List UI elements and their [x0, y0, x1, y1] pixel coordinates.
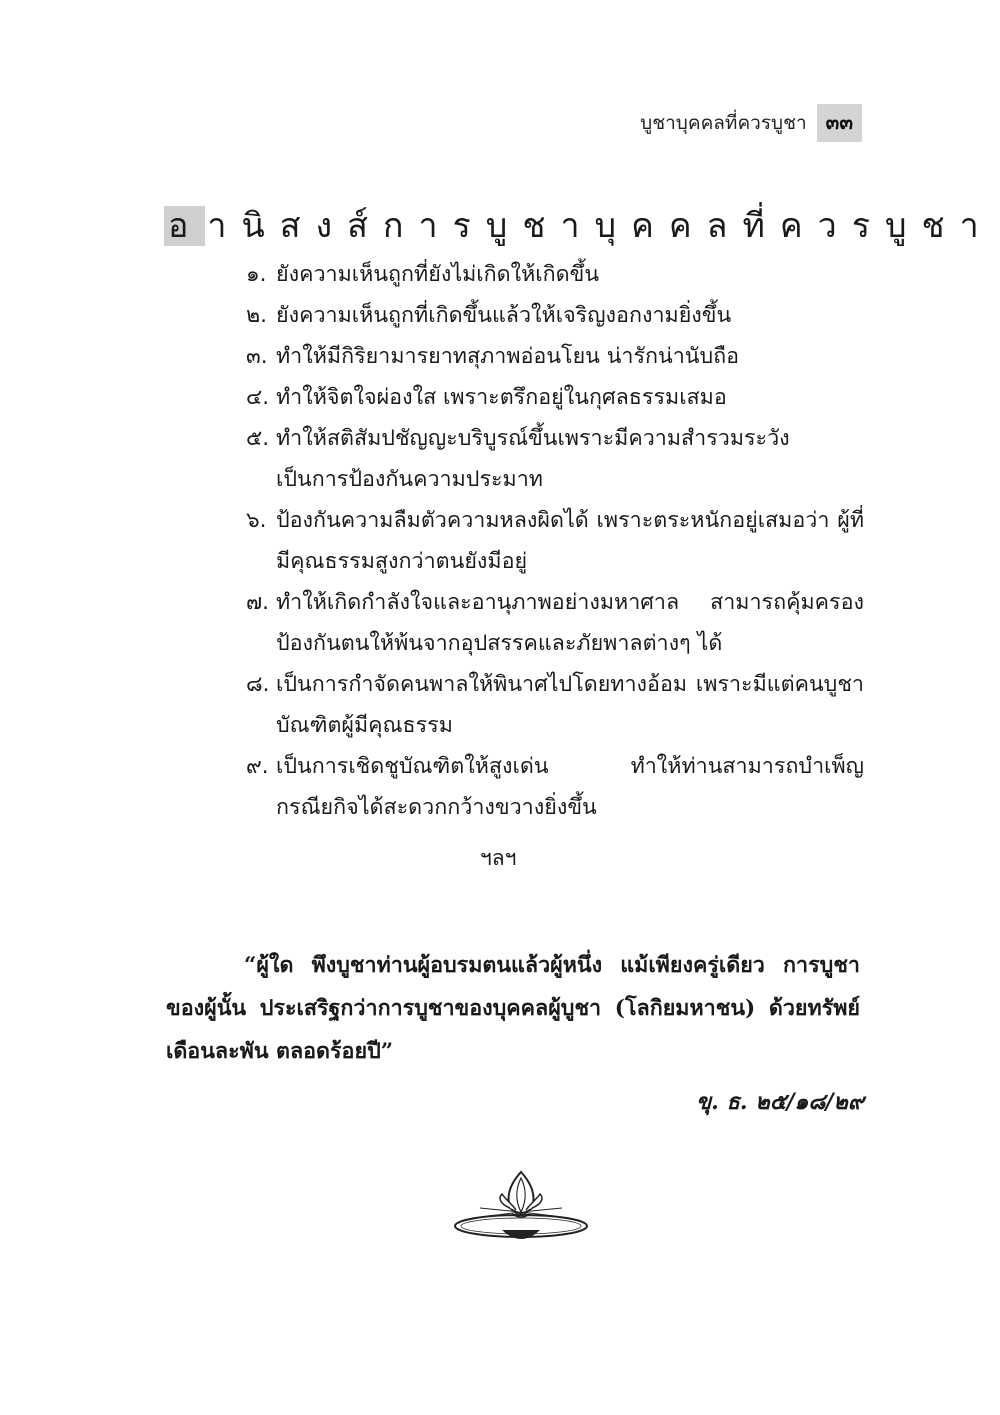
etc-mark: ฯลฯ [480, 846, 517, 870]
item-text: เป็นการกำจัดคนพาลให้พินาศไปโดยทางอ้อม เพราะมีแต่คนบูชาบัณฑิตผู้มีคุณธรรม [276, 672, 864, 738]
item-number: ๓. [246, 344, 268, 369]
item-text: ทำให้เกิดกำลังใจและอานุภาพอย่างมหาศาล สามารถคุ้มครองป้องกันตนให้พ้นจากอุปสรรคและภัยพาลต่างๆ ได้ [276, 590, 864, 656]
item-text: ทำให้จิตใจผ่องใส เพราะตรึกอยู่ในกุศลธรรมเสมอ [276, 385, 727, 410]
list-item [246, 664, 864, 746]
list-item [246, 582, 864, 664]
list-item [246, 746, 864, 828]
item-number: ๒. [246, 303, 268, 328]
item-number: ๑. [246, 262, 267, 287]
heading-rest: านิสงส์การบูชาบุคคลที่ควรบูชา [207, 206, 994, 246]
item-text: ยังความเห็นถูกที่ยังไม่เกิดให้เกิดขึ้น [276, 262, 600, 287]
citation: ขุ. ธ. ๒๕/๑๘/๒๙ [696, 1089, 864, 1115]
page-number: ๓๓ [817, 104, 862, 142]
list-item [246, 295, 864, 336]
item-text: ทำให้มีกิริยามารยาทสุภาพอ่อนโยน น่ารักน่านับถือ [276, 344, 740, 369]
heading-first-char: อ [164, 206, 205, 246]
item-number: ๕. [246, 426, 270, 451]
item-number: ๘. [246, 672, 270, 697]
list-item [246, 336, 864, 377]
item-text: ป้องกันความลืมตัวความหลงผิดได้ เพราะตระหนักอยู่เสมอว่า ผู้ที่มีคุณธรรมสูงกว่าตนยังมีอยู่ [276, 508, 864, 574]
quote-paragraph: “ผู้ใด พึงบูชาท่านผู้อบรมตนแล้วผู้หนึ่ง แม้เพียงครู่เดียว การบูชาของผู้นั้น ประเสริฐกว่าการบูชาของบุคคลผู้บูชา (โลกิยมหาชน) ด้วยทรัพย์เดือนละพัน ตลอดร้อยปี” [166, 953, 860, 1064]
running-title: บูชาบุคคลที่ควรบูชา [640, 112, 807, 134]
list-item [246, 500, 864, 582]
section-heading [164, 198, 994, 252]
item-number: ๗. [246, 590, 270, 615]
list-item [246, 377, 864, 418]
lotus-lamp-icon [450, 1168, 592, 1248]
running-header [640, 104, 862, 142]
item-text: ทำให้สติสัมปชัญญะบริบูรณ์ขึ้นเพราะมีความสำรวมระวัง เป็นการป้องกันความประมาท [276, 426, 790, 492]
item-number: ๖. [246, 508, 267, 533]
item-text: เป็นการเชิดชูบัณฑิตให้สูงเด่น ทำให้ท่านสามารถบำเพ็ญกรณียกิจได้สะดวกกว้างขวางยิ่งขึ้น [276, 754, 864, 820]
list-item [246, 254, 864, 295]
benefit-list [246, 254, 864, 828]
item-number: ๙. [246, 754, 269, 779]
item-text: ยังความเห็นถูกที่เกิดขึ้นแล้วให้เจริญงอกงามยิ่งขึ้น [276, 303, 732, 328]
item-number: ๔. [246, 385, 270, 410]
list-item [246, 418, 864, 500]
